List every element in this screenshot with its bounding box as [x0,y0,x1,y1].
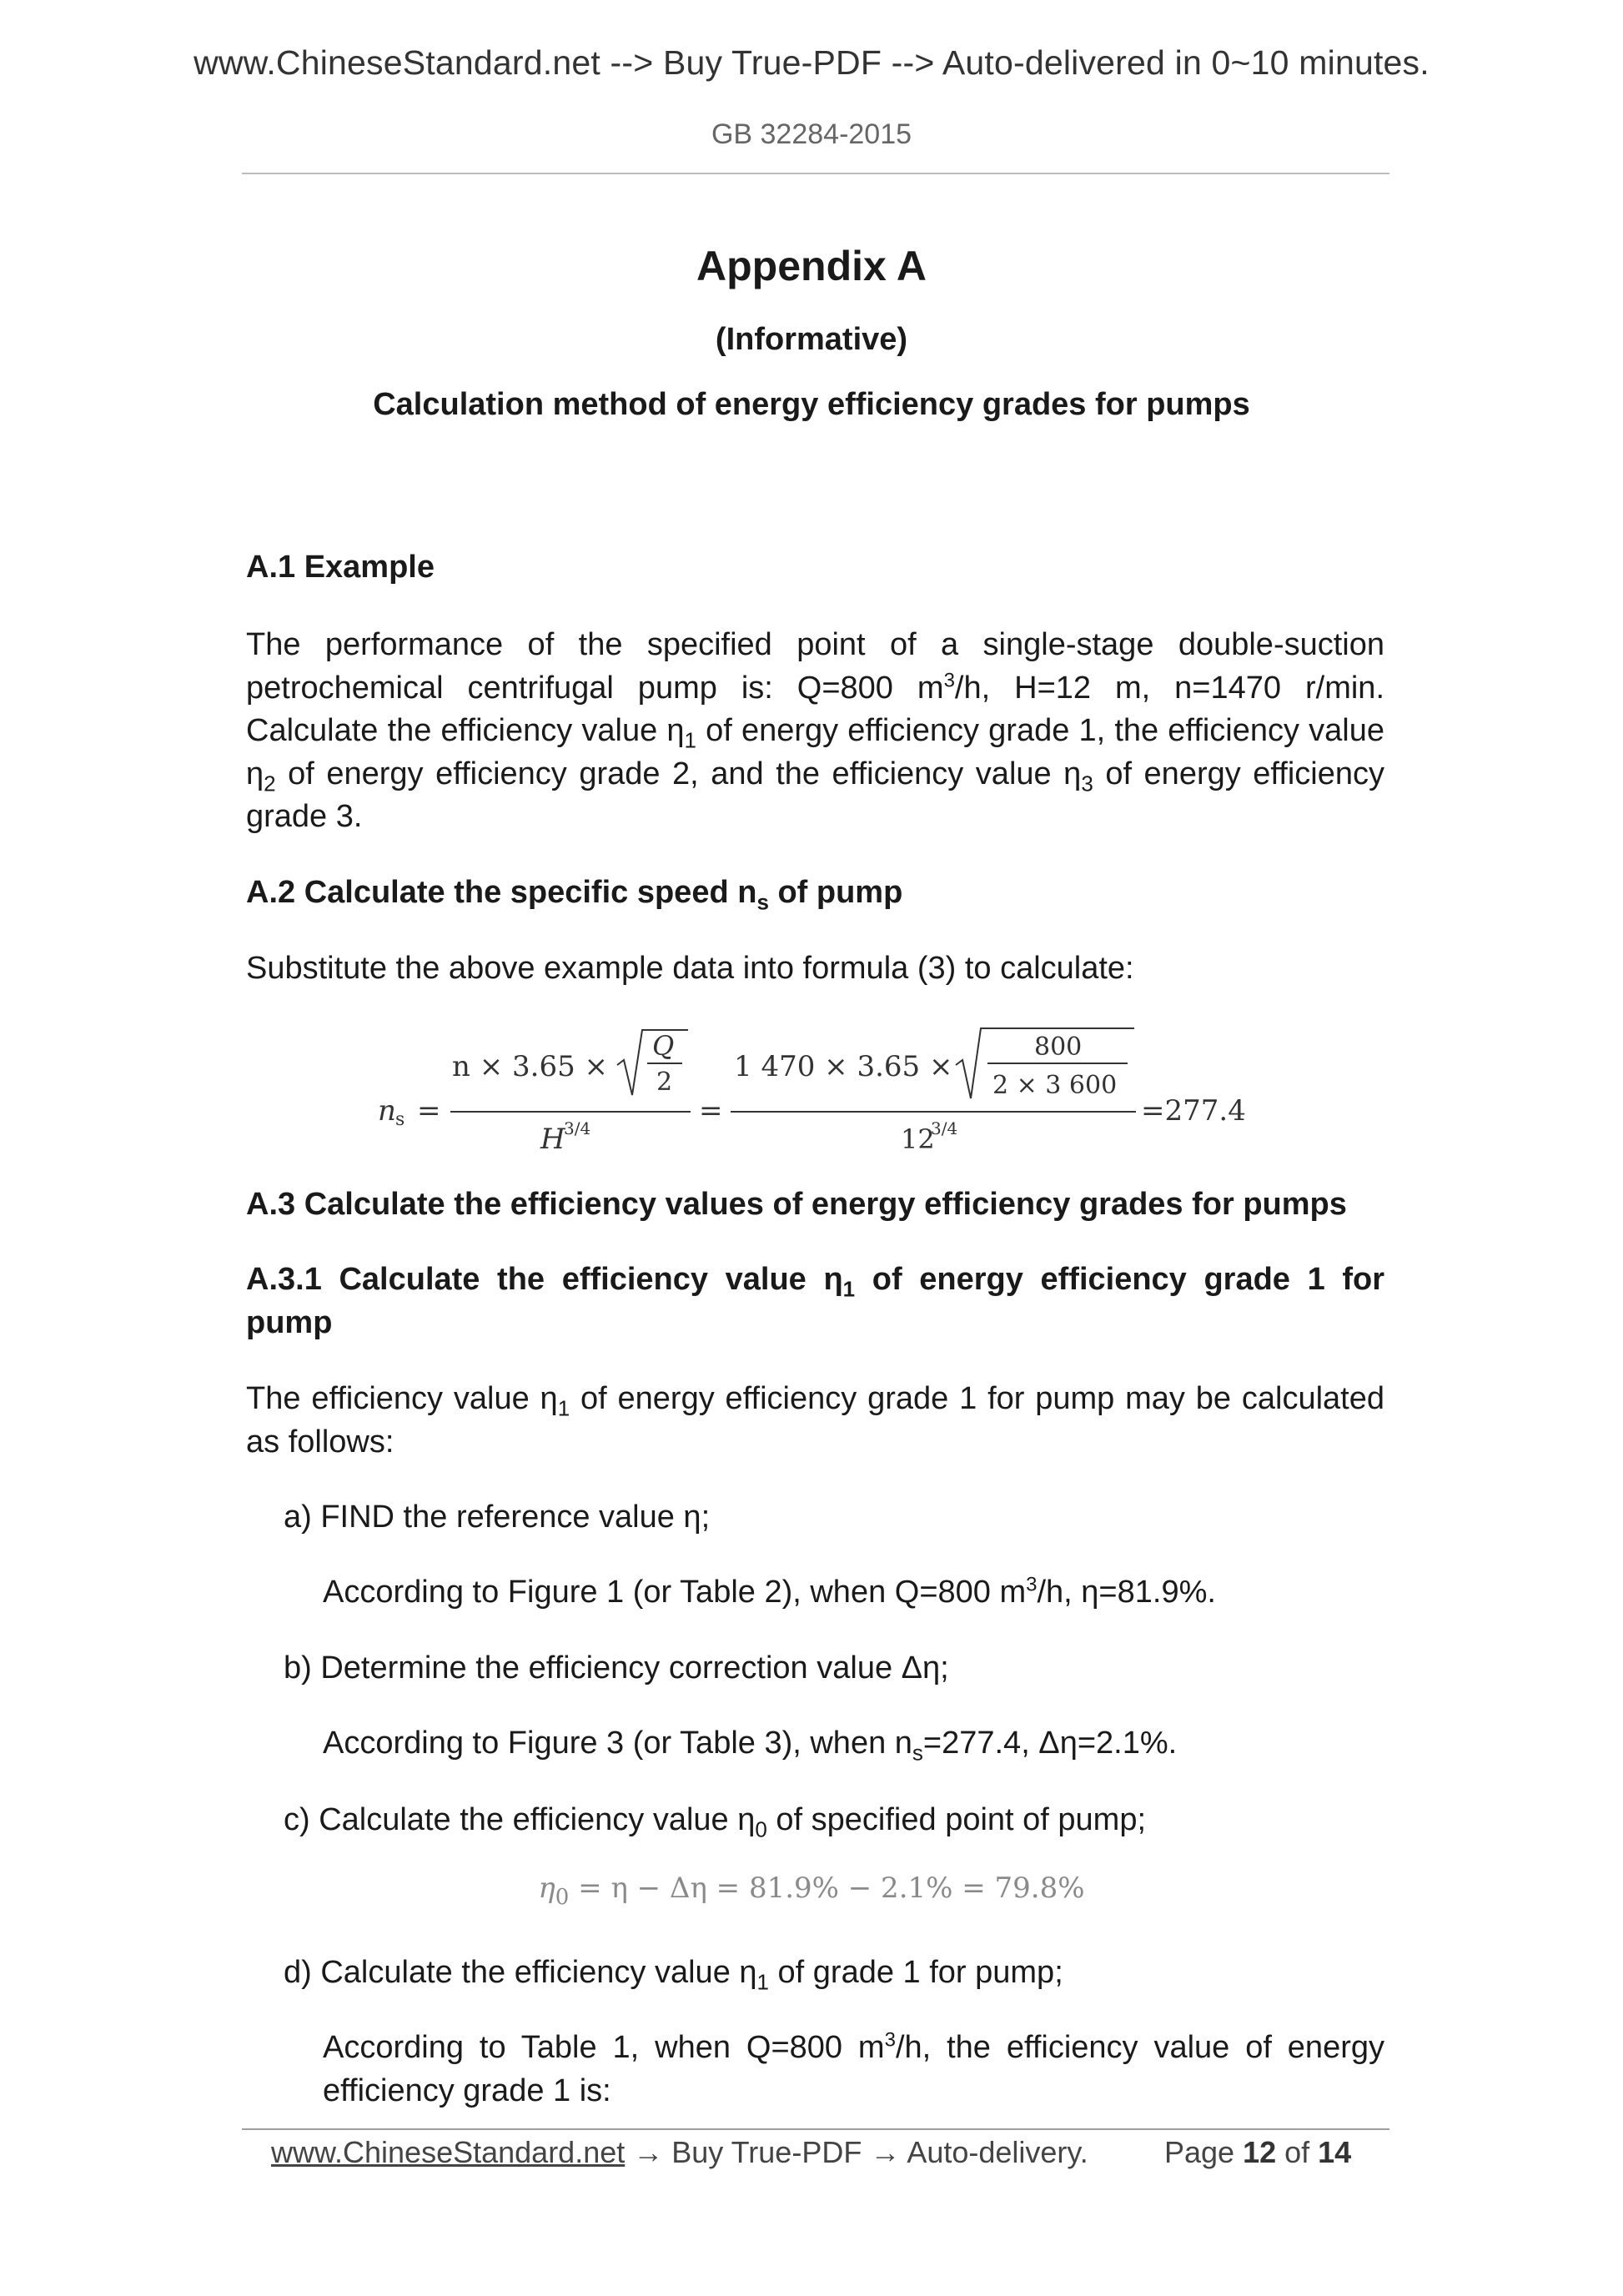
formula-frac-800: 800 [1034,1032,1083,1062]
specific-speed-formula [367,1022,1268,1172]
list-item-d-detail: According to Table 1, when Q=800 $m^3/h$, the efficiency value of energy efficiency grade 1 is: [323,2028,1384,2108]
section-a1-paragraph: The performance of the specified point of a single-stage double-suction petrochemical centrifugal pump is: Q=800 $m^3/h$, H=12 m, n=1470 r/min. Calculate the efficiency value $\eta_1$ of energy efficiency grade 1, the efficiency value $\eta_2$ of energy efficiency grade 2, and the efficiency value $\eta_3$ of energy efficiency grade 3. [246,627,1384,834]
header-divider [242,173,1389,174]
formula-lhs: n [378,1094,396,1128]
total-pages: 14 [1318,2135,1352,2169]
section-a1-heading: A.1 Example [246,550,435,585]
formula-frac-2: 2 [656,1068,673,1097]
page-indicator: Page 12 of 14 [1164,2135,1352,2169]
list-item-b: b) Determine the efficiency correction value Δη; [284,1650,949,1686]
list-item-a: a) FIND the reference value η; [284,1500,711,1535]
formula-frac-q: Q [652,1030,675,1062]
list-item-b-detail: According to Figure 3 (or Table 3), when $n_s=277.4$, Δη=2.1%. [323,1726,1178,1766]
formula-eq-1: = [417,1094,441,1128]
formula-lhs-sub: s [395,1109,405,1130]
formula-den1: H [540,1123,565,1156]
footer-divider [242,2128,1389,2130]
document-number: GB 32284-2015 [711,118,912,150]
footer-promo [271,2135,1088,2170]
section-a2-heading: A.2 Calculate the specific speed $n_s$ of pump [246,875,903,915]
formula-eq-2: = [699,1094,723,1128]
list-item-d: d) Calculate the efficiency value $\eta_1$ of grade 1 for pump; [284,1955,1063,1995]
footer-link[interactable]: www.ChineseStandard.net [271,2135,626,2169]
efficiency-formula: $\eta_0 = \eta - \Delta\eta = 81.9\% - 2.1\% = 79.8\%$ [538,1871,1085,1910]
formula-den2-sup: 3/4 [931,1118,958,1138]
section-a2-intro: Substitute the above example data into formula (3) to calculate: [246,951,1134,986]
section-a31-paragraph: The efficiency value $\eta_1$ of energy efficiency grade 1 for pump may be calculated as follows: [246,1381,1384,1459]
formula-result: =277.4 [1141,1094,1246,1128]
formula-num2: 1 470 × 3.65 × [734,1050,953,1083]
appendix-nature: (Informative) [715,322,908,357]
formula-num1: n × 3.65 × [452,1050,608,1083]
formula-den1-sup: 3/4 [564,1118,591,1138]
section-a3-heading: A.3 Calculate the efficiency values of energy efficiency grades for pumps [246,1187,1347,1222]
formula-frac-2x3600: 2 × 3 600 [992,1071,1118,1100]
banner-text: www.ChineseStandard.net --> Buy True-PDF --> Auto-delivered in 0~10 minutes. [193,43,1430,82]
list-item-a-detail: According to Figure 1 (or Table 2), when Q=800 $m^3/h$, η=81.9%. [323,1573,1216,1610]
formula-den2: 12 [901,1123,935,1155]
appendix-subject: Calculation method of energy efficiency grades for pumps [373,387,1250,422]
footer-promo-text: → Buy True-PDF → Auto-delivery. [625,2135,1088,2169]
appendix-title: Appendix A [696,243,927,289]
list-item-c: c) Calculate the efficiency value $\eta_0$ of specified point of pump; [284,1802,1147,1842]
current-page: 12 [1243,2135,1277,2169]
section-a31-heading: A.3.1 Calculate the efficiency value $\eta_1$ of energy efficiency grade 1 for pump [246,1262,1384,1340]
